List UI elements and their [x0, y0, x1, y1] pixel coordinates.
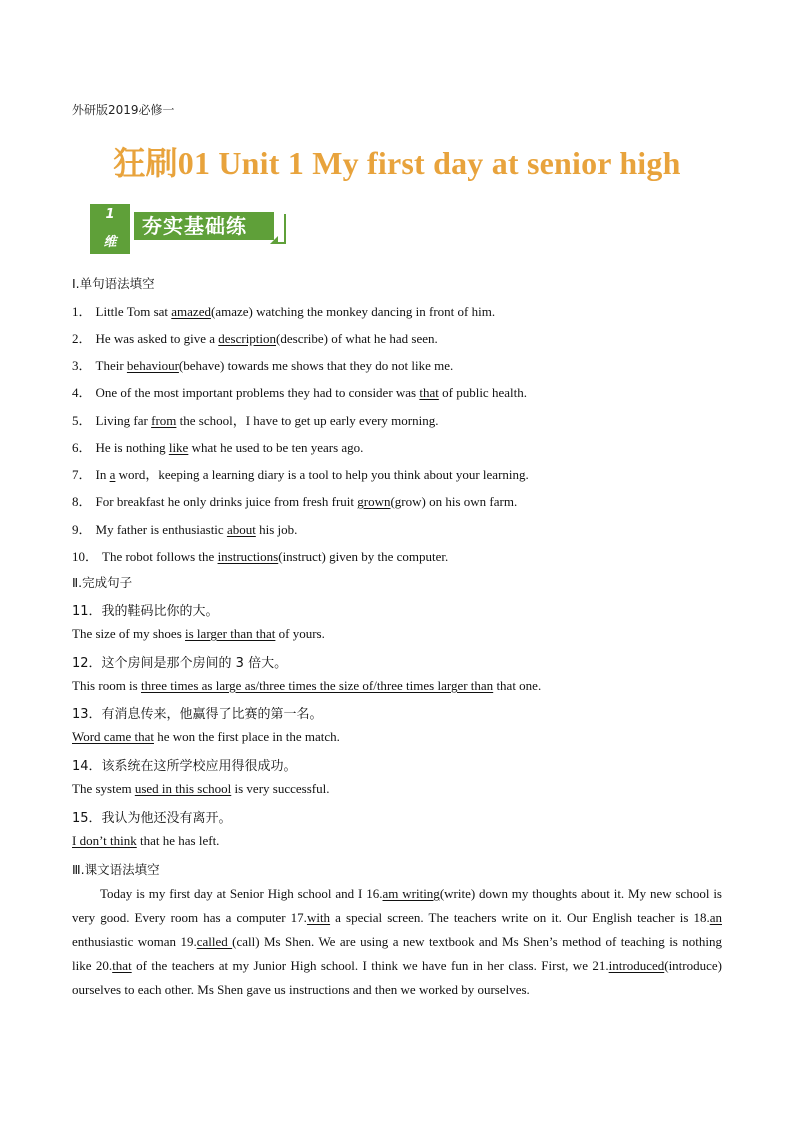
answer-line: I don’t think that he has left. [72, 833, 220, 848]
answer-line: The system used in this school is very successful. [72, 781, 330, 796]
badge-sub: 维 [103, 235, 117, 250]
section3-heading: Ⅲ.课文语法填空 [72, 862, 160, 877]
list-item: 1． Little Tom sat amazed(amaze) watching the monkey dancing in front of him. [72, 304, 496, 319]
answer: from [151, 413, 177, 428]
list-item: 3． Their behaviour(behave) towards me shows that they do not like me. [72, 358, 454, 373]
answer: is larger than that [185, 626, 276, 641]
section-badge [90, 204, 290, 256]
list-item: 10． The robot follows the instructions(instruct) given by the computer. [72, 549, 449, 564]
list-item: 5． Living far from the school，I have to get up early every morning. [72, 413, 439, 428]
list-item: 4． One of the most important problems they had to consider was that of public health. [72, 385, 527, 400]
answer: description [218, 331, 277, 346]
answer: called [196, 934, 233, 949]
answer-line: This room is three times as large as/three times the size of/three times larger than that one. [72, 678, 542, 693]
list-item: 7． In a word，keeping a learning diary is a tool to help you think about your learning. [72, 467, 529, 482]
badge-box [90, 204, 130, 254]
answer: Word came that [72, 729, 154, 744]
list-item: 6． He is nothing like what he used to be ten years ago. [72, 440, 364, 455]
answer: that [419, 385, 439, 400]
question-chinese: 13．有消息传来，他赢得了比赛的第一名。 [72, 707, 323, 722]
answer: behaviour [126, 358, 179, 373]
answer: amazed [171, 304, 211, 319]
section1-heading: Ⅰ.单句语法填空 [72, 276, 155, 291]
question-chinese: 15．我认为他还没有离开。 [72, 811, 232, 826]
answer: an [709, 910, 722, 925]
list-item: 2． He was asked to give a description(describe) of what he had seen. [72, 331, 438, 346]
answer: like [168, 440, 189, 455]
answer: am writing [382, 886, 440, 901]
answer: introduced [608, 958, 665, 973]
answer: three times as large as/three times the size of/three times larger than [140, 678, 494, 693]
list-item: 9． My father is enthusiastic about his job. [72, 522, 298, 537]
answer: I don’t think [72, 833, 137, 848]
badge-number: 1 [105, 207, 115, 222]
answer: that [112, 958, 132, 973]
question-chinese: 11．我的鞋码比你的大。 [72, 604, 219, 619]
answer-line: The size of my shoes is larger than that of yours. [72, 626, 325, 641]
answer: about [226, 522, 256, 537]
answer-line: Word came that he won the first place in the match. [72, 729, 340, 744]
cloze-paragraph: Today is my first day at Senior High school and I 16.am writing(write) down my thoughts about it. My new school is very good. Every room has a computer 17.with a special screen. The teachers write on it. Our English teacher is 18.an enthusiastic woman 19.called (call) Ms Shen. We are using a new textbook and Ms Shen’s method of teaching is nothing like 20.that of the teachers at my Junior High school. I think we have fun in her class. First, we 21.introduced(introduce) ourselves to each other. Ms Shen gave us instructions and then we worked by ourselves. [72, 886, 722, 997]
badge-triangle [270, 236, 278, 244]
answer: used in this school [134, 781, 232, 796]
question-chinese: 12．这个房间是那个房间的 3 倍大。 [72, 656, 288, 671]
question-chinese: 14．该系统在这所学校应用得很成功。 [72, 759, 297, 774]
badge-label: 夯实基础练 [134, 212, 274, 240]
header-tag: 外研版2019必修一 [72, 103, 175, 117]
answer: with [306, 910, 331, 925]
list-item: 8． For breakfast he only drinks juice from fresh fruit grown(grow) on his own farm. [72, 494, 518, 509]
section2-heading: Ⅱ.完成句子 [72, 575, 133, 590]
answer: grown [357, 494, 391, 509]
page-title: 狂刷01 Unit 1 My first day at senior high [113, 145, 681, 181]
answer: instructions [217, 549, 279, 564]
answer: a [109, 467, 116, 482]
